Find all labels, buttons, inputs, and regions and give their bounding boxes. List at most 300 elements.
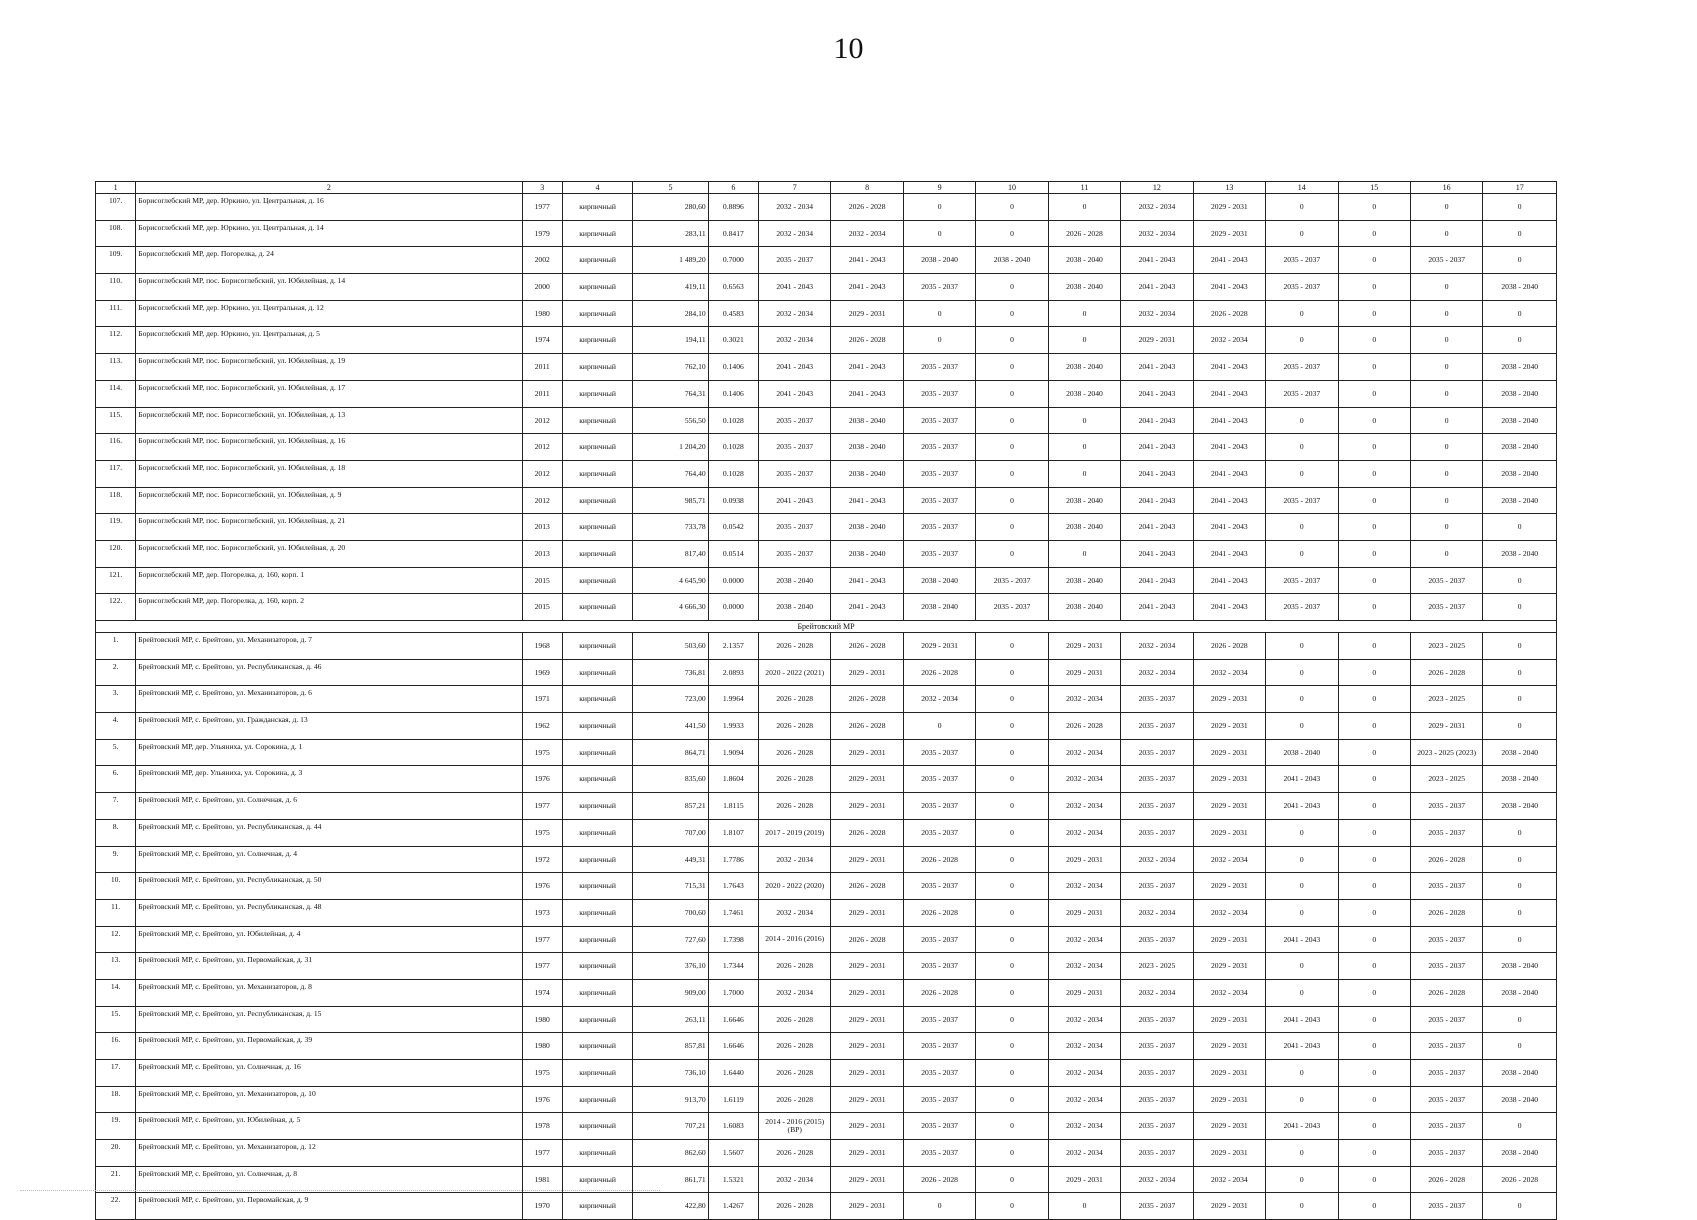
repair-period-cell: 0 (976, 540, 1048, 567)
row-number-cell: 15. (96, 1006, 136, 1033)
repair-period-cell: 2038 - 2040 (1483, 739, 1557, 766)
repair-period-cell: 0 (1338, 327, 1410, 354)
table-row (96, 1140, 1557, 1167)
index-cell: 1.7461 (708, 899, 758, 926)
address-cell: Брейтовский МР, с. Брейтово, ул. Первомайская, д. 39 (136, 1033, 522, 1060)
repair-period-cell: 0 (976, 1166, 1048, 1193)
index-cell: 0.8417 (708, 220, 758, 247)
material-cell: кирпичный (562, 194, 632, 221)
repair-period-cell: 2026 - 2028 (831, 194, 903, 221)
material-cell: кирпичный (562, 1166, 632, 1193)
repair-period-cell: 2041 - 2043 (1121, 434, 1193, 461)
repair-period-cell: 2038 - 2040 (903, 247, 975, 274)
repair-period-cell: 0 (1338, 846, 1410, 873)
repair-period-cell: 2029 - 2031 (1048, 659, 1120, 686)
row-number-cell: 14. (96, 979, 136, 1006)
table-row (96, 1113, 1557, 1140)
address-cell: Борисоглебский МР, дер. Юркино, ул. Центральная, д. 5 (136, 327, 522, 354)
repair-period-cell: 0 (1410, 327, 1482, 354)
repair-period-cell: 0 (976, 846, 1048, 873)
repair-period-cell: 0 (976, 766, 1048, 793)
repair-period-cell: 0 (1048, 540, 1120, 567)
area-cell: 864,71 (633, 739, 708, 766)
repair-period-cell: 0 (1048, 460, 1120, 487)
repair-period-cell: 2032 - 2034 (759, 979, 831, 1006)
repair-period-cell: 0 (976, 1033, 1048, 1060)
table-row (96, 514, 1557, 541)
repair-period-cell: 2026 - 2028 (1193, 300, 1265, 327)
row-number-cell: 21. (96, 1166, 136, 1193)
area-cell: 707,00 (633, 819, 708, 846)
repair-period-cell: 0 (976, 354, 1048, 381)
index-cell: 1.7000 (708, 979, 758, 1006)
material-cell: кирпичный (562, 926, 632, 953)
area-cell: 556,50 (633, 407, 708, 434)
row-number-cell: 20. (96, 1140, 136, 1167)
repair-period-cell: 2032 - 2034 (759, 300, 831, 327)
row-number-cell: 114. (96, 380, 136, 407)
index-cell: 0.7000 (708, 247, 758, 274)
repair-period-cell: 2029 - 2031 (831, 766, 903, 793)
repair-period-cell: 2041 - 2043 (1193, 434, 1265, 461)
address-cell: Борисоглебский МР, дер. Погорелка, д. 24 (136, 247, 522, 274)
repair-period-cell: 2035 - 2037 (1121, 819, 1193, 846)
repair-period-cell: 2038 - 2040 (1483, 487, 1557, 514)
repair-period-cell: 2026 - 2028 (903, 1166, 975, 1193)
district-group-label: Брейтовский МР (96, 621, 1557, 633)
index-cell: 0.1028 (708, 434, 758, 461)
area-cell: 700,60 (633, 899, 708, 926)
index-cell: 0.0514 (708, 540, 758, 567)
table-row (96, 1166, 1557, 1193)
index-cell: 1.9933 (708, 713, 758, 740)
table-row (96, 247, 1557, 274)
repair-period-cell: 2041 - 2043 (1193, 540, 1265, 567)
repair-period-cell: 2041 - 2043 (1266, 793, 1338, 820)
repair-period-cell: 2035 - 2037 (903, 380, 975, 407)
material-cell: кирпичный (562, 1086, 632, 1113)
address-cell: Борисоглебский МР, дер. Погорелка, д. 160, корп. 2 (136, 594, 522, 621)
repair-period-cell: 0 (976, 514, 1048, 541)
index-cell: 2.0893 (708, 659, 758, 686)
material-cell: кирпичный (562, 540, 632, 567)
row-number-cell: 18. (96, 1086, 136, 1113)
repair-period-cell: 0 (1410, 274, 1482, 301)
address-cell: Брейтовский МР, с. Брейтово, ул. Механизаторов, д. 7 (136, 633, 522, 660)
repair-period-cell: 2032 - 2034 (1048, 819, 1120, 846)
area-cell: 762,10 (633, 354, 708, 381)
repair-period-cell: 2035 - 2037 (1410, 953, 1482, 980)
repair-period-cell: 2029 - 2031 (831, 300, 903, 327)
address-cell: Борисоглебский МР, пос. Борисоглебский, ул. Юбилейная, д. 20 (136, 540, 522, 567)
index-cell: 1.7643 (708, 873, 758, 900)
index-cell: 1.6646 (708, 1006, 758, 1033)
material-cell: кирпичный (562, 567, 632, 594)
material-cell: кирпичный (562, 633, 632, 660)
repair-period-cell: 2029 - 2031 (831, 953, 903, 980)
repair-period-cell: 2026 - 2028 (831, 926, 903, 953)
repair-period-cell: 0 (1483, 194, 1557, 221)
repair-period-cell: 2032 - 2034 (759, 194, 831, 221)
repair-period-cell: 2032 - 2034 (1193, 846, 1265, 873)
index-cell: 1.7344 (708, 953, 758, 980)
row-number-cell: 109. (96, 247, 136, 274)
index-cell: 1.7786 (708, 846, 758, 873)
repair-period-cell: 2035 - 2037 (903, 407, 975, 434)
repair-period-cell: 2029 - 2031 (831, 1086, 903, 1113)
repair-period-cell: 2035 - 2037 (903, 739, 975, 766)
repair-period-cell: 2038 - 2040 (976, 247, 1048, 274)
repair-period-cell: 0 (1338, 354, 1410, 381)
repair-period-cell: 2041 - 2043 (1193, 487, 1265, 514)
year-cell: 2013 (522, 514, 562, 541)
repair-period-cell: 2026 - 2028 (831, 686, 903, 713)
year-cell: 2012 (522, 407, 562, 434)
repair-period-cell: 2038 - 2040 (903, 567, 975, 594)
material-cell: кирпичный (562, 1060, 632, 1087)
year-cell: 1972 (522, 846, 562, 873)
repair-period-cell: 2041 - 2043 (1121, 354, 1193, 381)
table-row (96, 327, 1557, 354)
repair-period-cell: 0 (976, 979, 1048, 1006)
repair-period-cell: 0 (976, 274, 1048, 301)
repair-period-cell: 2029 - 2031 (1193, 766, 1265, 793)
repair-period-cell: 0 (1338, 633, 1410, 660)
repair-period-cell: 0 (1048, 194, 1120, 221)
repair-period-cell: 2029 - 2031 (1193, 819, 1265, 846)
repair-period-cell: 0 (1483, 514, 1557, 541)
row-number-cell: 2. (96, 659, 136, 686)
repair-period-cell: 2035 - 2037 (1121, 1140, 1193, 1167)
year-cell: 1977 (522, 953, 562, 980)
repair-period-cell: 0 (1483, 327, 1557, 354)
repair-period-cell: 2041 - 2043 (1121, 487, 1193, 514)
repair-period-cell: 0 (976, 1086, 1048, 1113)
index-cell: 1.6083 (708, 1113, 758, 1140)
repair-period-cell: 2029 - 2031 (1410, 713, 1482, 740)
repair-period-cell: 0 (1338, 926, 1410, 953)
repair-period-cell: 2041 - 2043 (759, 354, 831, 381)
index-cell: 0.1028 (708, 460, 758, 487)
repair-period-cell: 0 (1048, 434, 1120, 461)
repair-period-cell: 2038 - 2040 (1048, 380, 1120, 407)
repair-period-cell: 2035 - 2037 (1410, 793, 1482, 820)
material-cell: кирпичный (562, 686, 632, 713)
material-cell: кирпичный (562, 354, 632, 381)
repair-period-cell: 2038 - 2040 (831, 460, 903, 487)
repair-period-cell: 0 (1338, 793, 1410, 820)
repair-period-cell: 2035 - 2037 (903, 873, 975, 900)
repair-period-cell: 0 (1048, 300, 1120, 327)
area-cell: 280,60 (633, 194, 708, 221)
repair-period-cell: 2038 - 2040 (1483, 1140, 1557, 1167)
repair-period-cell: 2035 - 2037 (903, 1006, 975, 1033)
material-cell: кирпичный (562, 953, 632, 980)
row-number-cell: 17. (96, 1060, 136, 1087)
material-cell: кирпичный (562, 274, 632, 301)
repair-period-cell: 0 (1483, 300, 1557, 327)
year-cell: 1977 (522, 793, 562, 820)
area-cell: 422,80 (633, 1193, 708, 1220)
row-number-cell: 3. (96, 686, 136, 713)
repair-period-cell: 0 (1338, 487, 1410, 514)
repair-period-cell: 2035 - 2037 (1410, 1033, 1482, 1060)
index-cell: 0.1406 (708, 354, 758, 381)
repair-period-cell: 2032 - 2034 (759, 220, 831, 247)
repair-period-cell: 2029 - 2031 (1193, 873, 1265, 900)
repair-period-cell: 2029 - 2031 (1193, 1060, 1265, 1087)
row-number-cell: 111. (96, 300, 136, 327)
repair-period-cell: 2038 - 2040 (1483, 460, 1557, 487)
row-number-cell: 9. (96, 846, 136, 873)
repair-period-cell: 2038 - 2040 (1483, 766, 1557, 793)
repair-period-cell: 0 (1266, 873, 1338, 900)
repair-period-cell: 2014 - 2016 (2016) (759, 926, 831, 953)
area-cell: 707,21 (633, 1113, 708, 1140)
repair-period-cell: 0 (1048, 1193, 1120, 1220)
table-row (96, 739, 1557, 766)
table-row (96, 979, 1557, 1006)
column-number-header: 16 (1410, 182, 1482, 194)
repair-period-cell: 0 (1266, 686, 1338, 713)
repair-period-cell: 2038 - 2040 (1048, 354, 1120, 381)
repair-period-cell: 2041 - 2043 (1193, 274, 1265, 301)
repair-period-cell: 2041 - 2043 (1193, 460, 1265, 487)
repair-period-cell: 2026 - 2028 (759, 686, 831, 713)
repair-period-cell: 0 (1266, 846, 1338, 873)
repair-period-cell: 2020 - 2022 (2021) (759, 659, 831, 686)
table-row (96, 1060, 1557, 1087)
repair-period-cell: 2032 - 2034 (1048, 1006, 1120, 1033)
repair-period-cell: 2029 - 2031 (831, 1033, 903, 1060)
repair-period-cell: 2035 - 2037 (1121, 1193, 1193, 1220)
repair-period-cell: 2026 - 2028 (759, 793, 831, 820)
material-cell: кирпичный (562, 739, 632, 766)
repair-period-cell: 0 (1410, 354, 1482, 381)
year-cell: 1973 (522, 899, 562, 926)
row-number-cell: 16. (96, 1033, 136, 1060)
repair-period-cell: 2038 - 2040 (831, 540, 903, 567)
repair-period-cell: 2029 - 2031 (831, 1193, 903, 1220)
year-cell: 1975 (522, 819, 562, 846)
repair-period-cell: 2023 - 2025 (1410, 766, 1482, 793)
table-row (96, 380, 1557, 407)
repair-period-cell: 2035 - 2037 (976, 594, 1048, 621)
row-number-cell: 110. (96, 274, 136, 301)
repair-period-cell: 2035 - 2037 (1410, 1006, 1482, 1033)
repair-period-cell: 0 (1266, 633, 1338, 660)
repair-period-cell: 2026 - 2028 (1410, 899, 1482, 926)
column-number-header: 13 (1193, 182, 1265, 194)
material-cell: кирпичный (562, 846, 632, 873)
repair-period-cell: 2035 - 2037 (1121, 766, 1193, 793)
repair-period-cell: 0 (1410, 514, 1482, 541)
repair-period-cell: 0 (1483, 1006, 1557, 1033)
repair-period-cell: 0 (1410, 434, 1482, 461)
page-number: 10 (833, 32, 864, 65)
repair-period-cell: 2029 - 2031 (1048, 846, 1120, 873)
repair-period-cell: 2029 - 2031 (1193, 953, 1265, 980)
repair-period-cell: 0 (1483, 1193, 1557, 1220)
repair-period-cell: 2041 - 2043 (1193, 567, 1265, 594)
repair-period-cell: 0 (1266, 327, 1338, 354)
row-number-cell: 112. (96, 327, 136, 354)
repair-period-cell: 0 (1338, 274, 1410, 301)
address-cell: Борисоглебский МР, пос. Борисоглебский, ул. Юбилейная, д. 21 (136, 514, 522, 541)
index-cell: 1.8115 (708, 793, 758, 820)
address-cell: Борисоглебский МР, пос. Борисоглебский, ул. Юбилейная, д. 14 (136, 274, 522, 301)
year-cell: 1971 (522, 686, 562, 713)
repair-period-cell: 2029 - 2031 (831, 979, 903, 1006)
column-number-header: 14 (1266, 182, 1338, 194)
column-number-header-row (96, 182, 1557, 194)
table-body (96, 182, 1557, 1220)
repair-period-cell: 0 (903, 327, 975, 354)
repair-period-cell: 2032 - 2034 (759, 1166, 831, 1193)
repair-period-cell: 2041 - 2043 (1266, 1113, 1338, 1140)
repair-period-cell: 2035 - 2037 (903, 1140, 975, 1167)
column-number-header: 4 (562, 182, 632, 194)
repair-period-cell: 2029 - 2031 (1193, 686, 1265, 713)
column-number-header: 11 (1048, 182, 1120, 194)
repair-period-cell: 0 (1338, 407, 1410, 434)
repair-period-cell: 2029 - 2031 (1193, 926, 1265, 953)
repair-period-cell: 0 (976, 194, 1048, 221)
repair-period-cell: 2032 - 2034 (1121, 220, 1193, 247)
year-cell: 2013 (522, 540, 562, 567)
index-cell: 1.8107 (708, 819, 758, 846)
repair-period-cell: 2026 - 2028 (831, 633, 903, 660)
repair-period-cell: 2035 - 2037 (903, 819, 975, 846)
table-row (96, 434, 1557, 461)
repair-period-cell: 2026 - 2028 (831, 327, 903, 354)
area-cell: 913,70 (633, 1086, 708, 1113)
repair-period-cell: 0 (1048, 407, 1120, 434)
table-row (96, 713, 1557, 740)
repair-period-cell: 2032 - 2034 (1121, 300, 1193, 327)
repair-period-cell: 0 (1266, 514, 1338, 541)
area-cell: 4 666,30 (633, 594, 708, 621)
repair-period-cell: 2029 - 2031 (831, 1006, 903, 1033)
area-cell: 764,31 (633, 380, 708, 407)
repair-period-cell: 2029 - 2031 (1193, 1033, 1265, 1060)
repair-period-cell: 2023 - 2025 (1121, 953, 1193, 980)
index-cell: 0.6563 (708, 274, 758, 301)
material-cell: кирпичный (562, 766, 632, 793)
repair-period-cell: 2032 - 2034 (1048, 766, 1120, 793)
repair-period-cell: 0 (1483, 220, 1557, 247)
address-cell: Борисоглебский МР, пос. Борисоглебский, ул. Юбилейная, д. 18 (136, 460, 522, 487)
repair-period-cell: 2038 - 2040 (903, 594, 975, 621)
repair-period-cell: 2035 - 2037 (1121, 739, 1193, 766)
repair-period-cell: 2038 - 2040 (1483, 407, 1557, 434)
repair-period-cell: 2041 - 2043 (1121, 407, 1193, 434)
repair-period-cell: 2035 - 2037 (903, 354, 975, 381)
repair-period-cell: 2035 - 2037 (903, 1113, 975, 1140)
repair-period-cell: 0 (976, 300, 1048, 327)
year-cell: 1980 (522, 1033, 562, 1060)
repair-period-cell: 2032 - 2034 (1193, 659, 1265, 686)
repair-period-cell: 2035 - 2037 (1121, 873, 1193, 900)
repair-period-cell: 0 (1338, 1006, 1410, 1033)
table-row (96, 819, 1557, 846)
address-cell: Брейтовский МР, с. Брейтово, ул. Механизаторов, д. 12 (136, 1140, 522, 1167)
repair-period-cell: 0 (1410, 460, 1482, 487)
table-row (96, 793, 1557, 820)
year-cell: 1974 (522, 979, 562, 1006)
repair-period-cell: 2029 - 2031 (831, 1113, 903, 1140)
repair-period-cell: 2032 - 2034 (1121, 846, 1193, 873)
repair-period-cell: 2035 - 2037 (1410, 1060, 1482, 1087)
address-cell: Борисоглебский МР, пос. Борисоглебский, ул. Юбилейная, д. 17 (136, 380, 522, 407)
repair-period-cell: 2035 - 2037 (903, 274, 975, 301)
repair-period-cell: 2032 - 2034 (1048, 953, 1120, 980)
repair-period-cell: 2026 - 2028 (831, 819, 903, 846)
material-cell: кирпичный (562, 434, 632, 461)
table-row (96, 220, 1557, 247)
area-cell: 909,00 (633, 979, 708, 1006)
repair-period-cell: 2032 - 2034 (1121, 979, 1193, 1006)
address-cell: Брейтовский МР, дер. Ульяниха, ул. Сорокина, д. 3 (136, 766, 522, 793)
repair-period-cell: 2038 - 2040 (1483, 540, 1557, 567)
year-cell: 1976 (522, 1086, 562, 1113)
index-cell: 1.5321 (708, 1166, 758, 1193)
repair-period-cell: 2035 - 2037 (903, 460, 975, 487)
repair-period-cell: 2029 - 2031 (1193, 1086, 1265, 1113)
repair-period-cell: 2035 - 2037 (1410, 1086, 1482, 1113)
repair-period-cell: 0 (1266, 659, 1338, 686)
index-cell: 0.4583 (708, 300, 758, 327)
repair-period-cell: 2029 - 2031 (1193, 713, 1265, 740)
repair-period-cell: 2029 - 2031 (831, 793, 903, 820)
row-number-cell: 10. (96, 873, 136, 900)
repair-period-cell: 2026 - 2028 (831, 713, 903, 740)
repair-period-cell: 2026 - 2028 (903, 659, 975, 686)
repair-period-cell: 0 (1338, 1060, 1410, 1087)
repair-period-cell: 0 (1410, 487, 1482, 514)
material-cell: кирпичный (562, 659, 632, 686)
table-row (96, 766, 1557, 793)
table-row (96, 846, 1557, 873)
repair-period-cell: 2032 - 2034 (1121, 633, 1193, 660)
repair-period-cell: 0 (976, 659, 1048, 686)
material-cell: кирпичный (562, 514, 632, 541)
address-cell: Борисоглебский МР, пос. Борисоглебский, ул. Юбилейная, д. 9 (136, 487, 522, 514)
repair-period-cell: 2029 - 2031 (1193, 194, 1265, 221)
area-cell: 284,10 (633, 300, 708, 327)
repair-period-cell: 2038 - 2040 (1048, 594, 1120, 621)
year-cell: 2000 (522, 274, 562, 301)
repair-period-cell: 2035 - 2037 (759, 407, 831, 434)
repair-period-cell: 0 (1410, 540, 1482, 567)
repair-period-cell: 2038 - 2040 (1483, 274, 1557, 301)
year-cell: 1976 (522, 766, 562, 793)
repair-period-cell: 2032 - 2034 (1048, 1140, 1120, 1167)
repair-period-cell: 0 (1338, 514, 1410, 541)
year-cell: 1980 (522, 300, 562, 327)
row-number-cell: 12. (96, 926, 136, 953)
repair-period-cell: 0 (976, 739, 1048, 766)
repair-period-cell: 2035 - 2037 (1121, 713, 1193, 740)
repair-period-cell: 2032 - 2034 (1193, 979, 1265, 1006)
table-row (96, 926, 1557, 953)
repair-period-cell: 0 (976, 1113, 1048, 1140)
repair-period-cell: 0 (976, 819, 1048, 846)
index-cell: 1.6440 (708, 1060, 758, 1087)
area-cell: 194,11 (633, 327, 708, 354)
row-number-cell: 119. (96, 514, 136, 541)
address-cell: Брейтовский МР, с. Брейтово, ул. Республиканская, д. 48 (136, 899, 522, 926)
